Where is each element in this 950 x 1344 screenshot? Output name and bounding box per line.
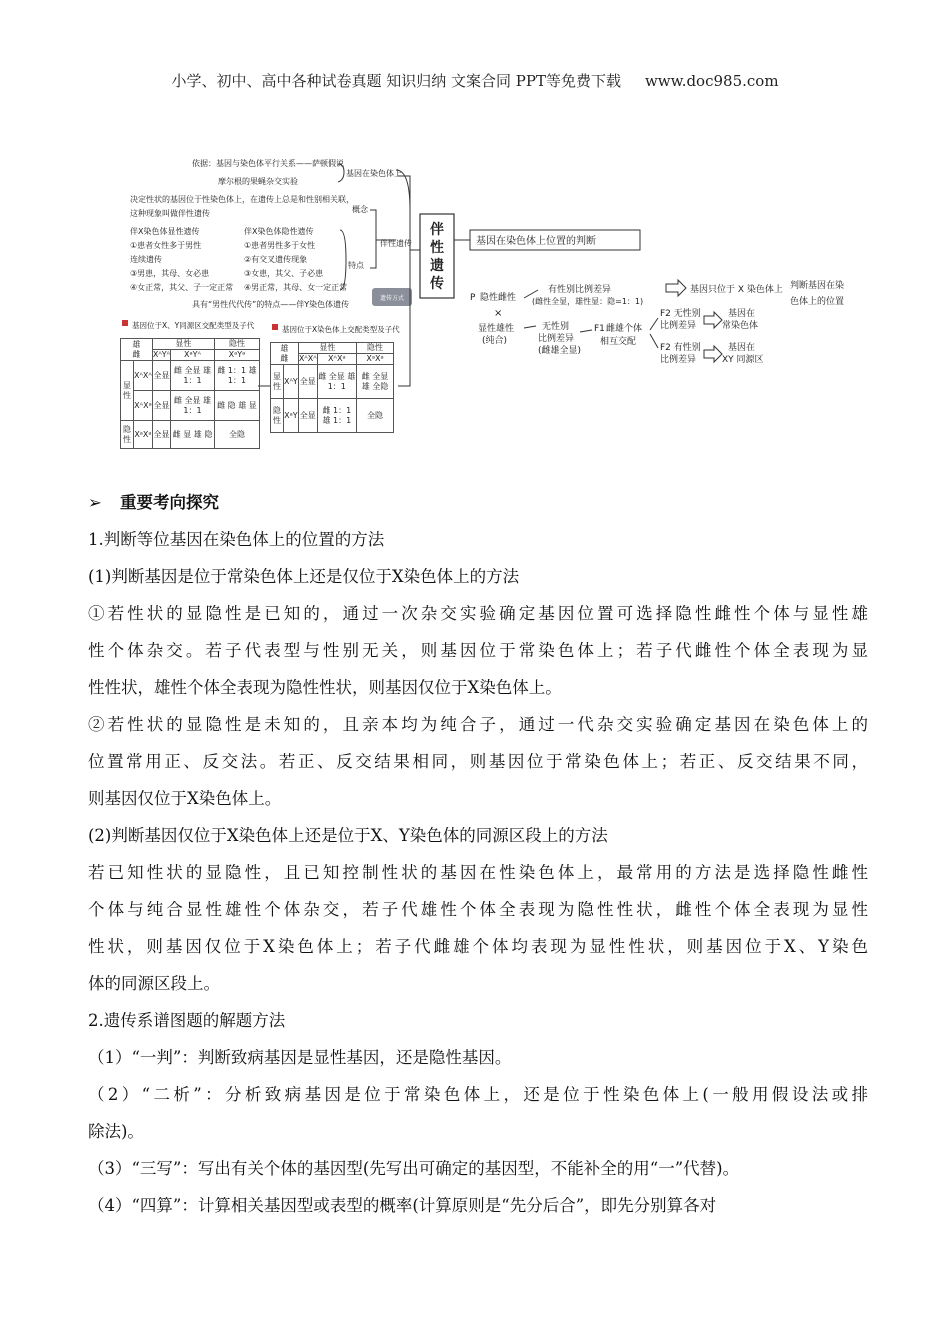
mm-dom-2: 连续遗传 [130, 255, 162, 264]
t2-cell-1-1: 雌 1：1 雄 1：1 [317, 399, 356, 433]
body-line: （2）“二析”：分析致病基因是位于常染色体上，还是位于性染色体上(一般用假设法或排 [88, 1085, 868, 1104]
t1-row-group-rec: 隐性 [121, 421, 134, 449]
mm-rec-2: ②有交叉遗传现象 [244, 255, 308, 264]
mm-dom-3: ③男患，其母、女必患 [130, 269, 210, 278]
mm-diff-1b: (雌性全显，雄性显：隐=1：1) [532, 297, 644, 306]
mm-dom-male: 显性雄性 [478, 324, 515, 334]
mm-f2-diff-1: F2 有性别 [660, 343, 701, 353]
t2-col-0: XᴬXᴬ [298, 354, 317, 363]
mm-f1-text-1: 雌雄个体 [606, 324, 643, 334]
mm-rec-4: ④男正常，其母、女一定正常 [244, 283, 348, 292]
t2-corner-bottom: 雌 [280, 353, 289, 363]
body-line: 则基因仅位于X染色体上。 [88, 789, 282, 808]
header-url: www.doc985.com [644, 72, 779, 90]
mm-branch-feature: 特点 [348, 261, 364, 270]
t1-cell-2-2: 雌 显 雄 隐 [171, 421, 215, 449]
mm-judge-1: 判断基因在染 [790, 281, 845, 291]
mm-branch-concept: 概念 [352, 205, 368, 214]
mm-concept-1: 决定性状的基因位于性染色体上，在遗传上总是和性别相关联， [130, 195, 354, 204]
mm-basis-1: 依据：基因与染色体平行关系——萨顿假说 [192, 159, 344, 168]
mm-y-linked: 具有“男性代代传”的特点——伴Y染色体遗传 [192, 300, 350, 309]
section-title-line [88, 484, 868, 521]
body-line: ②若性状的显隐性是未知的，且亲本均为纯合子，通过一代杂交实验确定基因在染色体上的 [88, 715, 868, 734]
body-line: 除法)。 [88, 1122, 144, 1141]
body-line: 性个体杂交。若子代表型与性别无关，则基因位于常染色体上；若子代雌性个体全表现为显 [88, 641, 868, 660]
t1-corner-bottom: 雌 [132, 349, 141, 359]
header-text: 小学、初中、高中各种试卷真题 知识归纳 文案合同 PPT等免费下载 [171, 72, 621, 90]
t2-row-group-rec: 隐性 [271, 399, 284, 433]
t2-cell-0-0: 全显 [298, 365, 317, 399]
t1-row-2: XᵃXᵃ [134, 421, 153, 449]
t1-cell-2-3: 全隐 [214, 421, 259, 449]
t2-row-0: XᴬY [284, 365, 299, 399]
body-content [88, 484, 868, 1224]
page-header [0, 70, 950, 91]
mm-dom-1: ①患者女性多于男性 [130, 241, 202, 250]
t2-cell-1-0: 全显 [298, 399, 317, 433]
t2-col-2: XᵃXᵃ [356, 354, 393, 365]
t2-cell-1-2: 全隐 [356, 399, 393, 433]
mm-nodiff-1: 无性别 [542, 322, 570, 332]
mm-small-box-text: 遗传方式 [379, 295, 405, 302]
t1-col-3: XᵃYᵃ [214, 350, 259, 361]
section-title: 重要考向探究 [120, 493, 219, 512]
mm-nodiff-3: (雌雄全显) [538, 346, 582, 356]
t1-cell-1-1: 雌 全显 雄 1：1 [171, 361, 215, 391]
body-line: （4）“四算”：计算相关基因型或表型的概率(计算原则是“先分后合”，即先分别算各对 [88, 1196, 717, 1215]
mm-xy-2: XY 同源区 [722, 355, 764, 365]
body-line: (2)判断基因仅位于X染色体上还是位于X、Y染色体的同源区段上的方法 [88, 826, 608, 845]
mm-rec-3: ③女患，其父、子必患 [244, 269, 324, 278]
t1-row-group-dom: 显性 [121, 361, 134, 421]
body-line: 性性状，雄性个体全表现为隐性性状，则基因仅位于X染色体上。 [88, 678, 562, 697]
mm-result-x: 基因只位于 X 染色体上 [690, 285, 783, 295]
body-line: ①若性状的显隐性是已知的，通过一次杂交实验确定基因位置可选择隐性雌性个体与显性雄 [88, 604, 868, 623]
mm-table2-caption: 基因位于X染色体上交配类型及子代 [282, 325, 400, 334]
mm-table1-caption: 基因位于X、Y同源区交配类型及子代 [132, 321, 255, 330]
body-line: 1.判断等位基因在染色体上的位置的方法 [88, 530, 385, 549]
section-arrow-icon: ➢ [88, 493, 102, 512]
t2-col-1: XᴬXᵃ [317, 354, 356, 365]
mm-table2 [270, 342, 394, 433]
t1-row-0: XᴬXᴬ [134, 361, 153, 391]
mm-table1 [120, 338, 260, 449]
body-line: 个体与纯合显性雄性个体杂交，若子代雄性个体全表现为隐性性状，雌性个体全表现为显性 [88, 900, 868, 919]
body-line: (1)判断基因是位于常染色体上还是仅位于X染色体上的方法 [88, 567, 520, 586]
t2-cell-0-1: 雌 全显 雄 1：1 [317, 365, 356, 399]
mm-rec-female: 隐性雌性 [480, 293, 517, 303]
t2-col-group-rec: 隐性 [356, 343, 393, 354]
mm-center-c3: 遗 [430, 258, 444, 274]
t1-cell-0-0: 全显 [152, 361, 170, 391]
body-line: 位置常用正、反交法。若正、反交结果相同，则基因位于常染色体上；若正、反交结果不同， [88, 752, 868, 771]
t1-corner-top: 雄 [132, 339, 141, 349]
body-line: （1）“一判”：判断致病基因是显性基因，还是隐性基因。 [88, 1048, 512, 1067]
mm-nodiff-2: 比例差异 [538, 334, 575, 344]
mm-rec-title: 伴X染色体隐性遗传 [244, 227, 314, 236]
mm-dom-title: 伴X染色体显性遗传 [130, 227, 200, 236]
mm-right-box-text: 基因在染色体上位置的判断 [476, 236, 596, 247]
mm-pure: (纯合) [482, 336, 508, 346]
t1-row-1: XᴬXᵃ [134, 391, 153, 421]
body-line: 体的同源区段上。 [88, 974, 220, 993]
body-line: 性状，则基因仅位于X染色体上；若子代雌雄个体均表现为显性性状，则基因位于X、Y染色 [88, 937, 868, 956]
mm-auto-1: 基因在 [728, 309, 756, 319]
t2-col-group-dom: 显性 [298, 343, 356, 354]
mm-judge-2: 色体上的位置 [790, 297, 845, 307]
body-line: （3）“三写”：写出有关个体的基因型(先写出可确定的基因型，不能补全的用“一”代替)。 [88, 1159, 740, 1178]
mm-basis-2: 摩尔根的果蝇杂交实验 [218, 177, 298, 186]
mm-xy-1: 基因在 [728, 343, 756, 353]
mm-branch-sexlinked: 伴性遗传 [380, 239, 412, 248]
t1-col-0: XᴬYᴬ [152, 350, 171, 359]
mm-concept-2: 这种现象叫做伴性遗传 [130, 209, 210, 218]
t1-cell-1-3: 雌 1：1 雄 1：1 [214, 361, 259, 391]
mm-f2-diff-2: 比例差异 [660, 355, 697, 365]
mm-f2-nodiff-1: F2 无性别 [660, 309, 701, 319]
mm-center-c1: 伴 [430, 222, 444, 238]
mm-p: P [470, 293, 476, 303]
t2-row-1: XᵃY [284, 399, 299, 433]
mm-auto-2: 常染色体 [722, 321, 759, 331]
mm-f2-nodiff-2: 比例差异 [660, 321, 697, 331]
mm-f1-text-2: 相互交配 [600, 337, 637, 347]
t1-col-1: XᵃYᴬ [171, 350, 215, 361]
mm-diff-1: 有性别比例差异 [548, 285, 612, 295]
t1-col-group-rec: 隐性 [214, 339, 259, 350]
t1-cell-1-0: 全显 [152, 391, 170, 421]
mm-center-c2: 性 [430, 240, 444, 256]
t2-cell-0-2: 雌 全显 雄 全隐 [356, 365, 393, 399]
mm-rec-1: ①患者男性多于女性 [244, 241, 316, 250]
t2-corner-top: 雄 [280, 343, 289, 353]
t2-row-group-dom: 显性 [271, 365, 284, 399]
mm-branch-gene-on-chrom: 基因在染色体上 [346, 169, 402, 178]
t1-col-group-dom: 显性 [152, 339, 214, 350]
mm-center-c4: 传 [430, 276, 444, 292]
body-line: 若已知性状的显隐性，且已知控制性状的基因在性染色体上，最常用的方法是选择隐性雌性 [88, 863, 868, 882]
body-line: 2.遗传系谱图题的解题方法 [88, 1011, 286, 1030]
mm-dom-4: ④女正常，其父、子一定正常 [130, 283, 234, 292]
mm-cross: × [494, 308, 503, 319]
mm-f1-label: F1 [594, 324, 605, 334]
t1-cell-2-0: 全显 [152, 421, 170, 449]
t1-cell-2-1: 雌 隐 雄 显 [214, 391, 259, 421]
t1-cell-1-2: 雌 全显 雄 1：1 [171, 391, 215, 421]
